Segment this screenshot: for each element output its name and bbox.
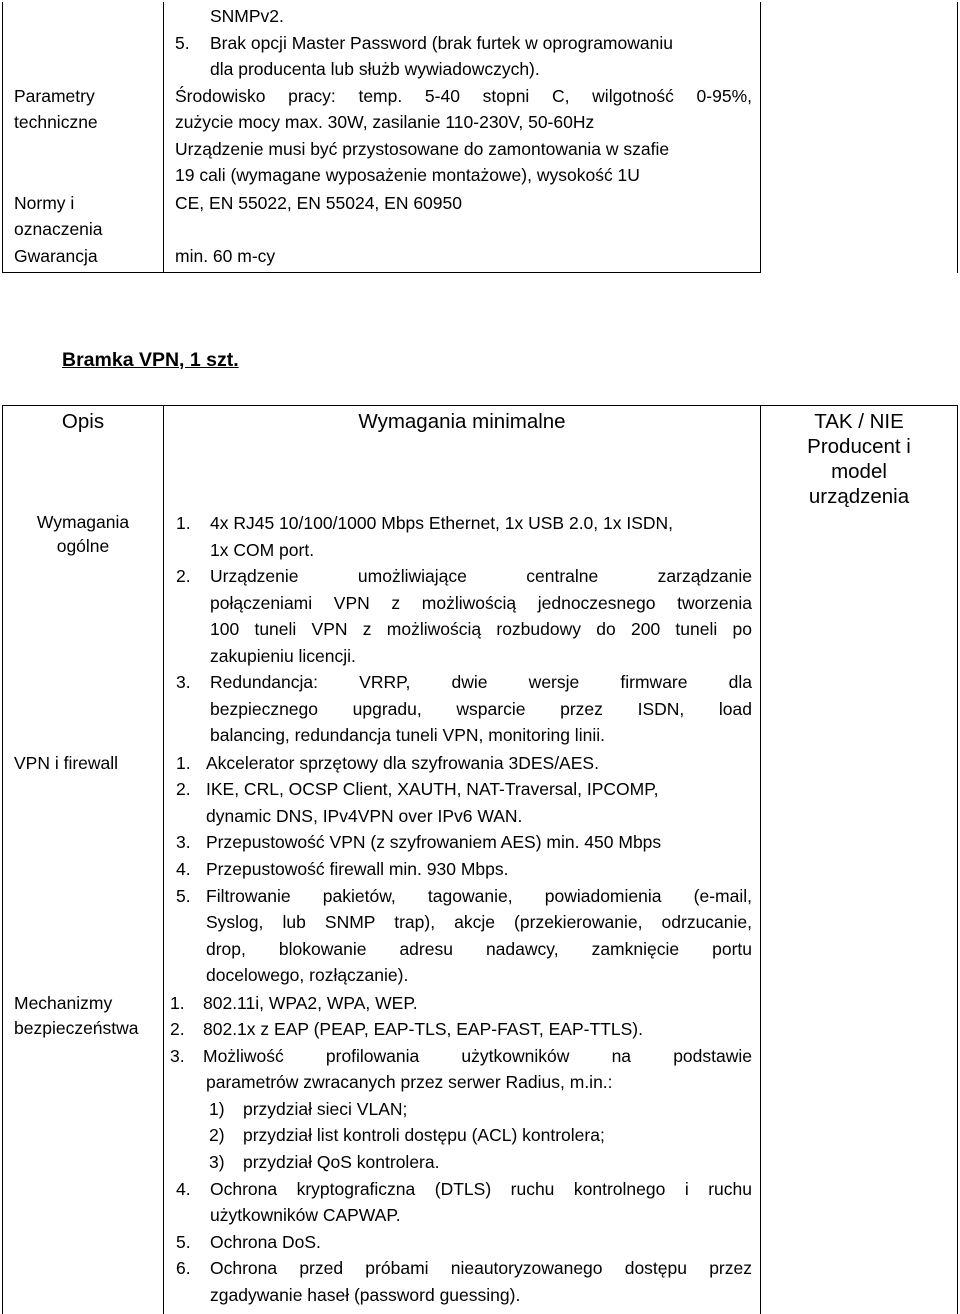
item-number: 5. [175, 33, 190, 53]
item-number: 4. [176, 859, 191, 879]
item-line: przydział sieci VLAN; [243, 1099, 408, 1119]
spec-line: Brak opcji Master Password (brak furtek w oprogramowaniu [210, 33, 673, 53]
item-line: Przepustowość firewall min. 930 Mbps. [206, 859, 509, 879]
main-table-top-border [2, 405, 958, 406]
header-model: model [831, 460, 887, 483]
group-label: Mechanizmy [14, 993, 113, 1013]
item-line: bezpiecznego upgradu, wsparcie przez ISDN, load [210, 699, 752, 719]
item-number: 1. [176, 753, 191, 773]
row-label: Gwarancja [14, 246, 98, 266]
item-line: parametrów zwracanych przez serwer Radius, m.in.: [206, 1072, 613, 1092]
spec-line: zużycie mocy max. 30W, zasilanie 110-230V, 50-60Hz [175, 112, 595, 132]
spec-line: Urządzenie musi być przystosowane do zamontowania w szafie [175, 139, 670, 159]
row-label: oznaczenia [14, 219, 103, 239]
item-line: połączeniami VPN z możliwością jednoczesnego tworzenia [210, 593, 752, 613]
item-number: 3) [209, 1152, 225, 1172]
item-line: IKE, CRL, OCSP Client, XAUTH, NAT-Traversal, IPCOMP, [206, 779, 659, 799]
item-line: użytkowników CAPWAP. [210, 1205, 401, 1225]
item-line: drop, blokowanie adresu nadawcy, zamknięcie portu [206, 939, 752, 959]
item-line: docelowego, rozłączanie). [206, 965, 409, 985]
header-wymagania: Wymagania minimalne [358, 410, 566, 433]
row-label: techniczne [14, 112, 98, 132]
top-table-border-col2 [760, 2, 761, 273]
item-line: dynamic DNS, IPv4VPN over IPv6 WAN. [206, 806, 523, 826]
section-title: Bramka VPN, 1 szt. [62, 349, 239, 371]
spec-line: CE, EN 55022, EN 55024, EN 60950 [175, 193, 462, 213]
item-line: 802.11i, WPA2, WPA, WEP. [203, 993, 418, 1013]
group-label: VPN i firewall [14, 753, 119, 773]
spec-line: Środowisko pracy: temp. 5-40 stopni C, wilgotność 0-95%, [175, 86, 752, 106]
item-number: 2. [176, 779, 191, 799]
main-table-border-right [957, 405, 958, 1314]
top-table-border-left [2, 2, 3, 273]
item-number: 5. [176, 1232, 191, 1252]
item-number: 3. [176, 672, 191, 692]
header-urzadzenia: urządzenia [808, 485, 910, 508]
item-number: 2. [176, 566, 191, 586]
item-line: przydział list kontroli dostępu (ACL) kontrolera; [243, 1125, 605, 1145]
item-number: 2) [209, 1125, 225, 1145]
header-tak-nie: TAK / NIE [814, 410, 904, 433]
row-label: Normy i [14, 193, 75, 213]
item-line: Przepustowość VPN (z szyfrowaniem AES) min. 450 Mbps [206, 832, 662, 852]
item-line: Redundancja: VRRP, dwie wersje firmware dla [210, 672, 752, 692]
item-line: zgadywanie haseł (password guessing). [210, 1285, 521, 1305]
spec-line: 19 cali (wymagane wyposażenie montażowe), wysokość 1U [175, 165, 640, 185]
item-line: 802.1x z EAP (PEAP, EAP-TLS, EAP-FAST, EAP-TTLS). [203, 1019, 643, 1039]
group-label: bezpieczeństwa [14, 1018, 139, 1038]
spec-line: SNMPv2. [210, 6, 284, 26]
item-line: Filtrowanie pakietów, tagowanie, powiadomienia (e-mail, [206, 886, 752, 906]
item-line: Akcelerator sprzętowy dla szyfrowania 3DES/AES. [206, 753, 599, 773]
spec-line: dla producenta lub służb wywiadowczych). [210, 59, 540, 79]
item-number: 6. [176, 1258, 191, 1278]
item-line: 4x RJ45 10/100/1000 Mbps Ethernet, 1x USB 2.0, 1x ISDN, [210, 513, 674, 533]
top-table-border-right [957, 2, 958, 273]
item-line: Ochrona przed próbami nieautoryzowanego dostępu przez [210, 1258, 752, 1278]
item-line: balancing, redundancja tuneli VPN, monitoring linii. [210, 725, 605, 745]
item-number: 5. [176, 886, 191, 906]
item-line: przydział QoS kontrolera. [243, 1152, 440, 1172]
item-number: 4. [176, 1179, 191, 1199]
item-line: 100 tuneli VPN z możliwością rozbudowy do 200 tuneli po [210, 619, 752, 639]
item-number: 1) [209, 1099, 225, 1119]
header-producent: Producent i [807, 435, 911, 458]
item-number: 1. [170, 993, 185, 1013]
item-line: zakupieniu licencji. [210, 646, 356, 666]
item-number: 1. [176, 513, 191, 533]
main-table-border-col1 [163, 405, 164, 1314]
item-line: 1x COM port. [210, 540, 315, 560]
header-opis: Opis [61, 410, 105, 433]
main-table-border-col2 [760, 405, 761, 1314]
item-line: Syslog, lub SNMP trap), akcje (przekierowanie, odrzucanie, [206, 912, 752, 932]
row-label: Parametry [14, 86, 95, 106]
item-line: Ochrona DoS. [210, 1232, 321, 1252]
item-line: Możliwość profilowania użytkowników na podstawie [203, 1046, 752, 1066]
item-number: 2. [170, 1019, 185, 1039]
item-line: Ochrona kryptograficzna (DTLS) ruchu kontrolnego i ruchu [210, 1179, 752, 1199]
top-table-bottom-border [2, 272, 761, 273]
group-label: ogólne [56, 536, 110, 556]
item-number: 3. [176, 832, 191, 852]
top-table-border-col1 [163, 2, 164, 273]
item-line: Urządzenie umożliwiające centralne zarządzanie [210, 566, 752, 586]
item-number: 3. [170, 1046, 185, 1066]
group-label: Wymagania [36, 512, 130, 532]
spec-line: min. 60 m-cy [175, 246, 276, 266]
